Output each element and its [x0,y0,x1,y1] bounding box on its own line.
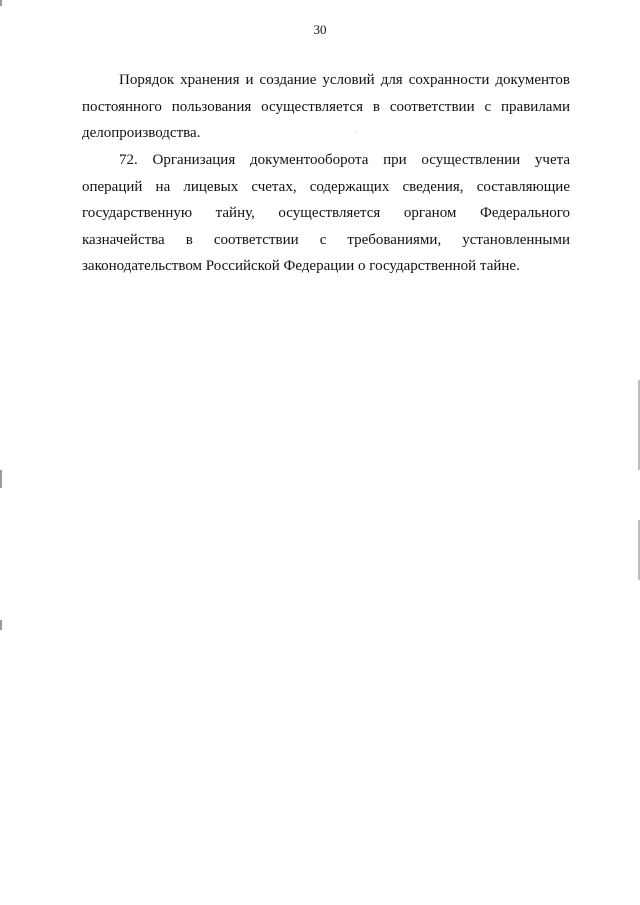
page-number: 30 [313,22,327,37]
scan-edge-mark [0,620,2,630]
scan-edge-mark [0,0,2,6]
paragraph-72: 72. Организация документооборота при осуществлении учета операций на лицевых счетах, содержащих сведения, составляющие государственную тайну, осуществляется органом Федерального казначейства в соответствии с требованиями, установленными законодательством Российской Федерации о государственной тайне. [82,152,570,275]
scan-edge-mark [0,470,2,488]
paragraph-storage-order: Порядок хранения и создание условий для сохранности документов постоянного пользования осуществляется в соответствии с правилами делопроизводства. [82,72,570,142]
scan-speck [355,131,356,132]
